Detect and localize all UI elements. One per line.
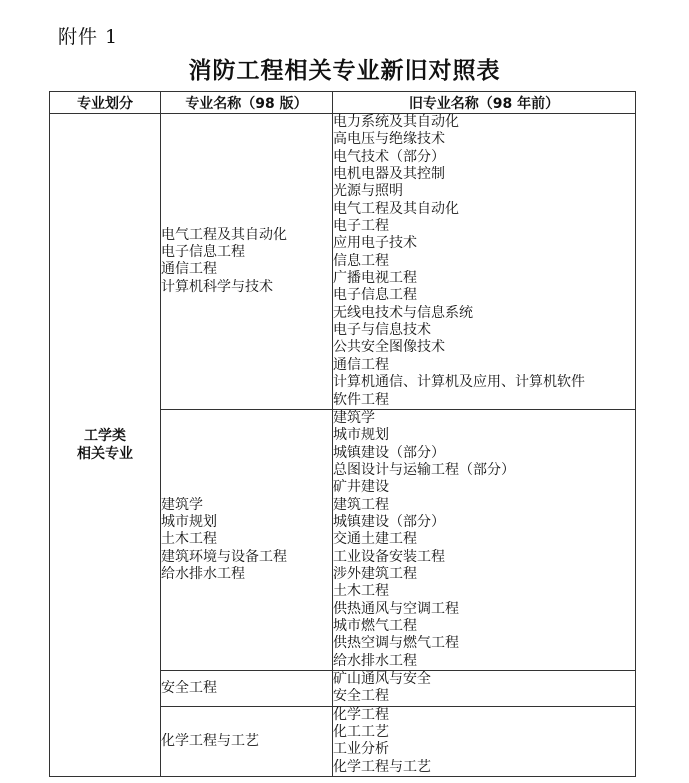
old-major-name: 化学工程与工艺: [333, 758, 431, 775]
category-cell: [50, 114, 161, 777]
new-major-name: 通信工程: [161, 261, 217, 278]
old-major-name: 化工工艺: [333, 724, 389, 741]
header-old-major: 旧专业名称（98 年前）: [333, 92, 636, 114]
old-major-name: 土木工程: [333, 583, 389, 600]
category-line-1: 工学类: [84, 428, 126, 445]
old-major-name: 电子工程: [333, 218, 389, 235]
old-major-name: 公共安全图像技术: [333, 339, 445, 356]
header-category: 专业划分: [50, 92, 161, 114]
page-title: 消防工程相关专业新旧对照表: [188, 58, 501, 84]
old-major-name: 信息工程: [333, 252, 389, 269]
old-major-name: 光源与照明: [333, 183, 403, 200]
old-major-name: 电子信息工程: [333, 287, 417, 304]
old-major-name: 工业设备安装工程: [333, 548, 445, 565]
old-major-name: 无线电技术与信息系统: [333, 304, 473, 321]
table-row-electrical: [50, 114, 636, 410]
old-major-name: 建筑学: [333, 409, 375, 426]
header-new-major: 专业名称（98 版）: [161, 92, 333, 114]
new-major-name: 化学工程与工艺: [161, 732, 259, 749]
new-major-name: 给水排水工程: [161, 565, 245, 582]
new-major-name: 安全工程: [161, 679, 217, 696]
new-major-name: 建筑学: [161, 496, 203, 513]
old-major-cell: [333, 706, 636, 776]
old-major-cell: [333, 114, 636, 410]
new-major-cell: [161, 671, 333, 707]
old-major-name: 电机电器及其控制: [333, 166, 445, 183]
old-major-name: 化学工程: [333, 706, 389, 723]
old-major-name: 矿井建设: [333, 479, 389, 496]
old-major-name: 电力系统及其自动化: [333, 114, 459, 130]
old-major-name: 电气工程及其自动化: [333, 200, 459, 217]
new-major-name: 计算机科学与技术: [161, 278, 273, 295]
old-major-name: 电子与信息技术: [333, 322, 431, 339]
new-major-name: 城市规划: [161, 513, 217, 530]
old-major-name: 高电压与绝缘技术: [333, 131, 445, 148]
table-header-row: [50, 92, 636, 114]
attachment-label: 附件 1: [58, 26, 119, 48]
new-major-name: 电气工程及其自动化: [161, 226, 287, 243]
old-major-name: 给水排水工程: [333, 652, 417, 669]
old-major-name: 城市规划: [333, 427, 389, 444]
old-major-name: 工业分析: [333, 741, 389, 758]
old-major-name: 通信工程: [333, 356, 389, 373]
old-major-name: 涉外建筑工程: [333, 565, 417, 582]
old-major-name: 供热空调与燃气工程: [333, 635, 459, 652]
old-major-name: 总图设计与运输工程（部分）: [333, 461, 515, 478]
old-major-name: 供热通风与空调工程: [333, 600, 459, 617]
old-major-name: 计算机通信、计算机及应用、计算机软件: [333, 374, 585, 391]
new-major-name: 土木工程: [161, 531, 217, 548]
new-major-cell: [161, 409, 333, 670]
new-major-name: 建筑环境与设备工程: [161, 548, 287, 565]
old-major-name: 城镇建设（部分）: [333, 513, 445, 530]
old-major-name: 城镇建设（部分）: [333, 444, 445, 461]
new-major-name: 电子信息工程: [161, 244, 245, 261]
old-major-name: 软件工程: [333, 391, 389, 408]
old-major-name: 建筑工程: [333, 496, 389, 513]
old-major-name: 电气技术（部分）: [333, 148, 445, 165]
major-mapping-table: [49, 91, 636, 777]
new-major-cell: [161, 114, 333, 410]
old-major-cell: [333, 671, 636, 707]
old-major-cell: [333, 409, 636, 670]
old-major-name: 交通土建工程: [333, 531, 417, 548]
old-major-name: 广播电视工程: [333, 270, 417, 287]
category-line-2: 相关专业: [77, 446, 133, 463]
old-major-name: 矿山通风与安全: [333, 671, 431, 687]
old-major-name: 安全工程: [333, 688, 389, 705]
old-major-name: 城市燃气工程: [333, 617, 417, 634]
new-major-cell: [161, 706, 333, 776]
old-major-name: 应用电子技术: [333, 235, 417, 252]
